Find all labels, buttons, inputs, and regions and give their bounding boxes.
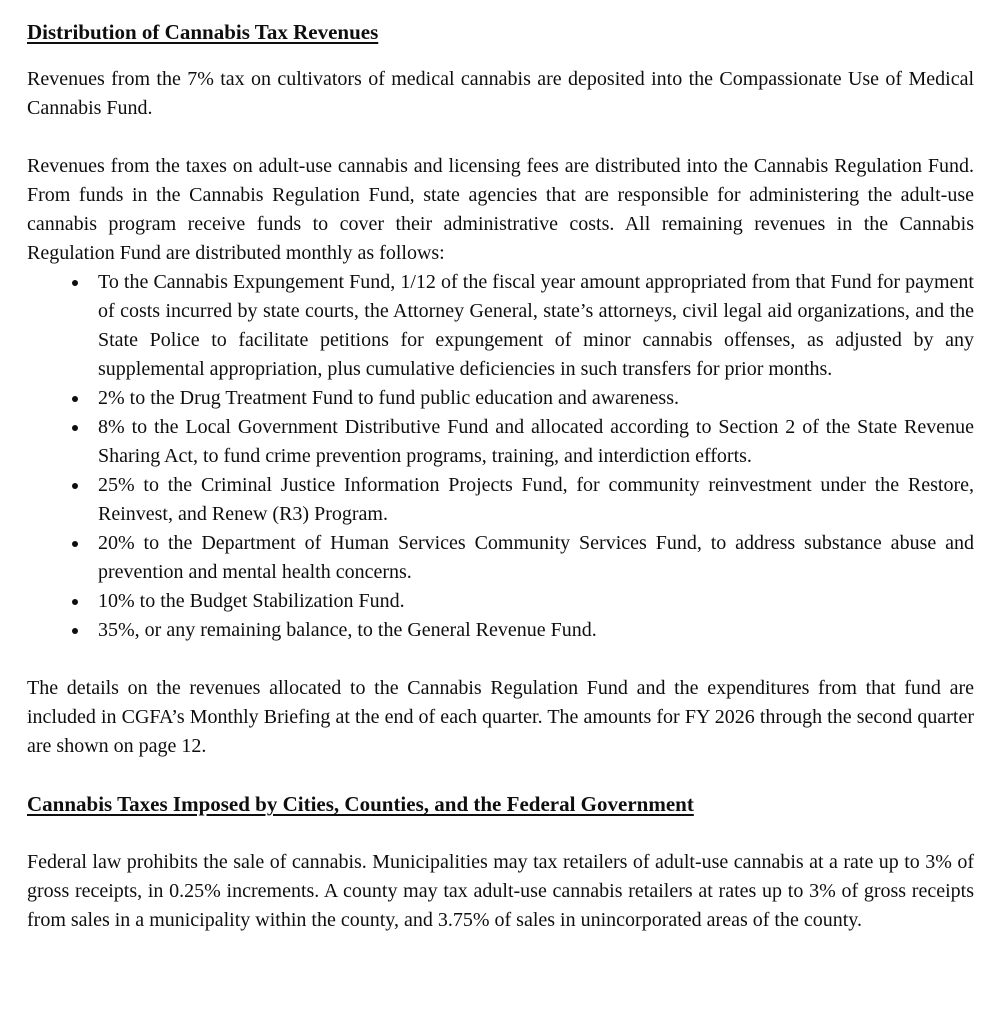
distribution-bullet-list [27,268,974,645]
bullet-local-government-distributive-fund: • 8% to the Local Government Distributive Fund and allocated according to Section 2 of the State Revenue Sharing Act, to fund crime prevention programs, training, and interdiction efforts. [90,413,974,471]
section-heading-distribution-text: Distribution of Cannabis Tax Revenues [27,20,379,44]
bullet-cannabis-expungement-fund: • To the Cannabis Expungement Fund, 1/12 of the fiscal year amount appropriated from that Fund for payment of costs incurred by state courts, the Attorney General, state’s attorneys, civil legal aid organizations, and the State Police to facilitate petitions for expungement of minor cannabis offenses, as adjusted by any supplemental appropriation, plus cumulative deficiencies in such transfers for prior months. [90,268,974,384]
paragraph-federal-local-taxes: Federal law prohibits the sale of cannabis. Municipalities may tax retailers of adult-use cannabis at a rate up to 3% of gross receipts, in 0.25% increments. A county may tax adult-use cannabis retailers at rates up to 3% of gross receipts from sales in a municipality within the county, and 3.75% of sales in unincorporated areas of the county. [27,851,974,931]
paragraph-cannabis-regulation-fund: Revenues from the taxes on adult-use cannabis and licensing fees are distributed into the Cannabis Regulation Fund. From funds in the Cannabis Regulation Fund, state agencies that are responsible for administering the adult-use cannabis program receive funds to cover their administrative costs. All remaining revenues in the Cannabis Regulation Fund are distributed monthly as follows: [27,155,974,264]
bullet-human-services-community-services-fund: • 20% to the Department of Human Services Community Services Fund, to address substance abuse and prevention and mental health concerns. [90,529,974,587]
paragraph-cgfa-monthly-briefing: The details on the revenues allocated to the Cannabis Regulation Fund and the expenditures from that fund are included in CGFA’s Monthly Briefing at the end of each quarter. The amounts for FY 2026 through the second quarter are shown on page 12. [27,677,974,757]
paragraph-medical-cannabis-tax: Revenues from the 7% tax on cultivators of medical cannabis are deposited into the Compassionate Use of Medical Cannabis Fund. [27,68,974,119]
bullet-budget-stabilization-fund: • 10% to the Budget Stabilization Fund. [90,587,974,616]
bullet-criminal-justice-information-projects-fund: • 25% to the Criminal Justice Information Projects Fund, for community reinvestment under the Restore, Reinvest, and Renew (R3) Program. [90,471,974,529]
section-heading-distribution [27,18,974,47]
section-heading-cities-counties-federal [27,790,974,819]
bullet-drug-treatment-fund: • 2% to the Drug Treatment Fund to fund public education and awareness. [90,384,974,413]
section-heading-cities-counties-federal-text: Cannabis Taxes Imposed by Cities, Counties, and the Federal Government [27,792,694,816]
bullet-general-revenue-fund: • 35%, or any remaining balance, to the General Revenue Fund. [90,616,974,645]
